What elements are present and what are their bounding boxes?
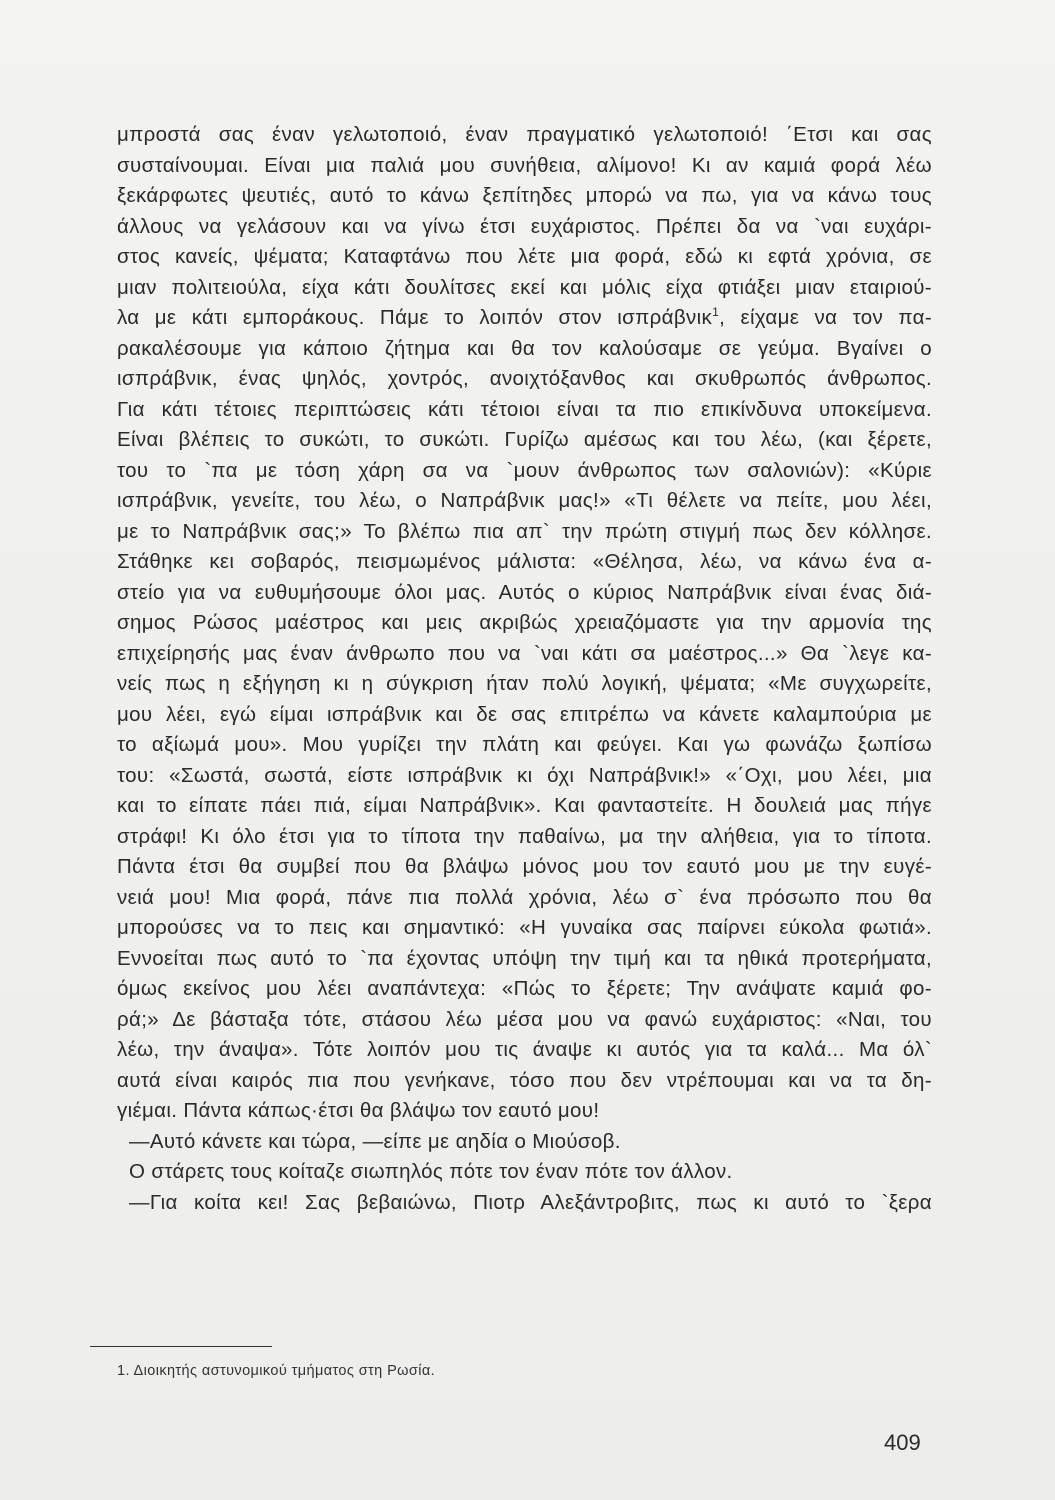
text-line-with-footnote [117, 303, 932, 334]
text-line: Είναι βλέπεις το συκώτι, το συκώτι. Γυρίζω αμέσως και του λέω, (και ξέρετε, [117, 428, 932, 451]
text-line: μπορούσες να το πεις και σημαντικό: «Η γυναίκα σας παίρνει εύκολα φωτιά». [117, 916, 932, 939]
text-line: επιχείρησής μας έναν άνθρωπο που να `ναι κάτι σα μαέστρος...» Θα `λεγε κα- [117, 641, 932, 665]
text-line: αυτά είναι καιρός πια που γενήκανε, τόσο που δεν ντρέπουμαι και να τα δη- [117, 1068, 932, 1092]
text-line: στος κανείς, ψέματα; Καταφτάνω που λέτε μια φορά, εδώ κι εφτά χρόνια, σε [117, 245, 932, 268]
text-line: ισπράβνικ, γενείτε, του λέω, ο Ναπράβνικ μας!» «Τι θέλετε να πείτε, μου λέει, [117, 489, 932, 512]
text-line: μπροστά σας έναν γελωτοποιό, έναν πραγματικό γελωτοποιό! ΄Ετσι και σας [117, 123, 932, 146]
text-line: ρά;» Δε βάσταξα τότε, στάσου λέω μέσα μου να φανώ ευχάριστος: «Ναι, του [117, 1007, 932, 1031]
text-line: νείς πως η εξήγηση κι η σύγκριση ήταν πολύ λογική, ψέματα; «Με συγχωρείτε, [117, 672, 932, 695]
text-line: στείο για να ευθυμήσουμε όλοι μας. Αυτός ο κύριος Ναπράβνικ είναι ένας διά- [117, 580, 932, 604]
text-line: με το Ναπράβνικ σας;» Το βλέπω πια απ` την πρώτη στιγμή πως δεν κόλλησε. [117, 519, 932, 543]
text-line-start: λα με κάτι εμποράκους. Πάμε το λοιπόν στον ισπράβνικ [117, 306, 713, 329]
text-line: και το είπατε πάει πιά, είμαι Ναπράβνικ». Και φανταστείτε. Η δουλειά μας πήγε [117, 794, 932, 817]
text-line: Στάθηκε κει σοβαρός, πεισμωμένος μάλιστα: «Θέλησα, λέω, να κάνω ένα α- [117, 550, 932, 573]
text-line: μιαν πολιτειούλα, είχα κάτι δουλίτσες εκεί και μόλις είχα φτιάξει μιαν εταιριού- [117, 275, 932, 299]
page-number: 409 [884, 1430, 921, 1455]
text-line: ρακαλέσουμε για κάποιο ζήτημα και θα τον καλούσαμε σε γεύμα. Βγαίνει ο [117, 336, 932, 360]
text-line: λέω, την άναψα». Τότε λοιπόν μου τις άναψε κι αυτός για τα καλά... Μα όλ` [117, 1038, 932, 1061]
text-line: στράφι! Κι όλο έτσι για το τίποτα την παθαίνω, μα την αλήθεια, για το τίποτα. [117, 824, 932, 848]
text-line: του: «Σωστά, σωστά, είστε ισπράβνικ κι όχι Ναπράβνικ!» «΄Οχι, μου λέει, μια [117, 763, 932, 787]
text-line: όμως εκείνος μου λέει αναπάντεχα: «Πώς το ξέρετε; Την ανάψατε καμιά φο- [117, 977, 932, 1000]
text-line: άλλους να γελάσουν και να γίνω έτσι ευχάριστος. Πρέπει δα να `ναι ευχάρι- [117, 214, 932, 238]
dialogue-line: —Για κοίτα κει! Σας βεβαιώνω, Πιοτρ Αλεξάντροβιτς, πως κι αυτό το `ξερα [129, 1190, 932, 1214]
text-line: Πάντα έτσι θα συμβεί που θα βλάψω μόνος μου τον εαυτό μου με την ευγέ- [117, 855, 932, 878]
text-line: το αξίωμά μου». Μου γυρίζει την πλάτη και φεύγει. Και γω φωνάζω ξωπίσω [117, 733, 932, 756]
body-text [117, 120, 932, 1218]
footnote: 1. Διοικητής αστυνομικού τμήματος στη Ρωσία. [117, 1363, 436, 1379]
text-line: νειά μου! Μια φορά, πάνε πια πολλά χρόνια, λέω σ` ένα πρόσωπο που θα [117, 885, 932, 909]
text-line-end: , είχαμε να τον πα- [719, 306, 932, 329]
text-line: συσταίνουμαι. Είναι μια παλιά μου συνήθεια, αλίμονο! Κι αν καμιά φορά λέω [117, 153, 932, 177]
text-line: Ο στάρετς τους κοίταζε σιωπηλός πότε τον έναν πότε τον άλλον. [129, 1160, 733, 1183]
dialogue-line: —Αυτό κάνετε και τώρα, —είπε με αηδία ο Μιούσοβ. [129, 1129, 621, 1153]
text-line: Εννοείται πως αυτό το `πα έχοντας υπόψη τηv τιμή και τα ηθικά προτερήματα, [117, 946, 932, 970]
text-line: του το `πα με τόση χάρη σα να `μουν άνθρωπος των σαλονιών): «Κύριε [117, 458, 932, 482]
text-line: μου λέει, εγώ είμαι ισπράβνικ και δε σας επιτρέπω να κάνετε καλαμπούρια με [117, 702, 932, 726]
text-line: ξεκάρφωτες ψευτιές, αυτό το κάνω ξεπίτηδες μπορώ να πω, για να κάνω τους [117, 184, 932, 207]
footnote-divider [90, 1346, 272, 1347]
text-line: σημος Ρώσος μαέστρος και μεις ακριβώς χρειαζόμαστε για την αρμονία της [117, 611, 932, 634]
text-line: Για κάτι τέτοιες περιπτώσεις κάτι τέτοιοι είναι τα πιο επικίνδυνα υποκείμενα. [117, 397, 932, 421]
footnote-marker: 1 [712, 305, 720, 319]
text-line: γιέμαι. Πάντα κάπως·έτσι θα βλάψω τον εαυτό μου! [117, 1099, 600, 1122]
text-line: ισπράβνικ, ένας ψηλός, χοντρός, ανοιχτόξανθος και σκυθρωπός άνθρωπος. [117, 367, 932, 390]
